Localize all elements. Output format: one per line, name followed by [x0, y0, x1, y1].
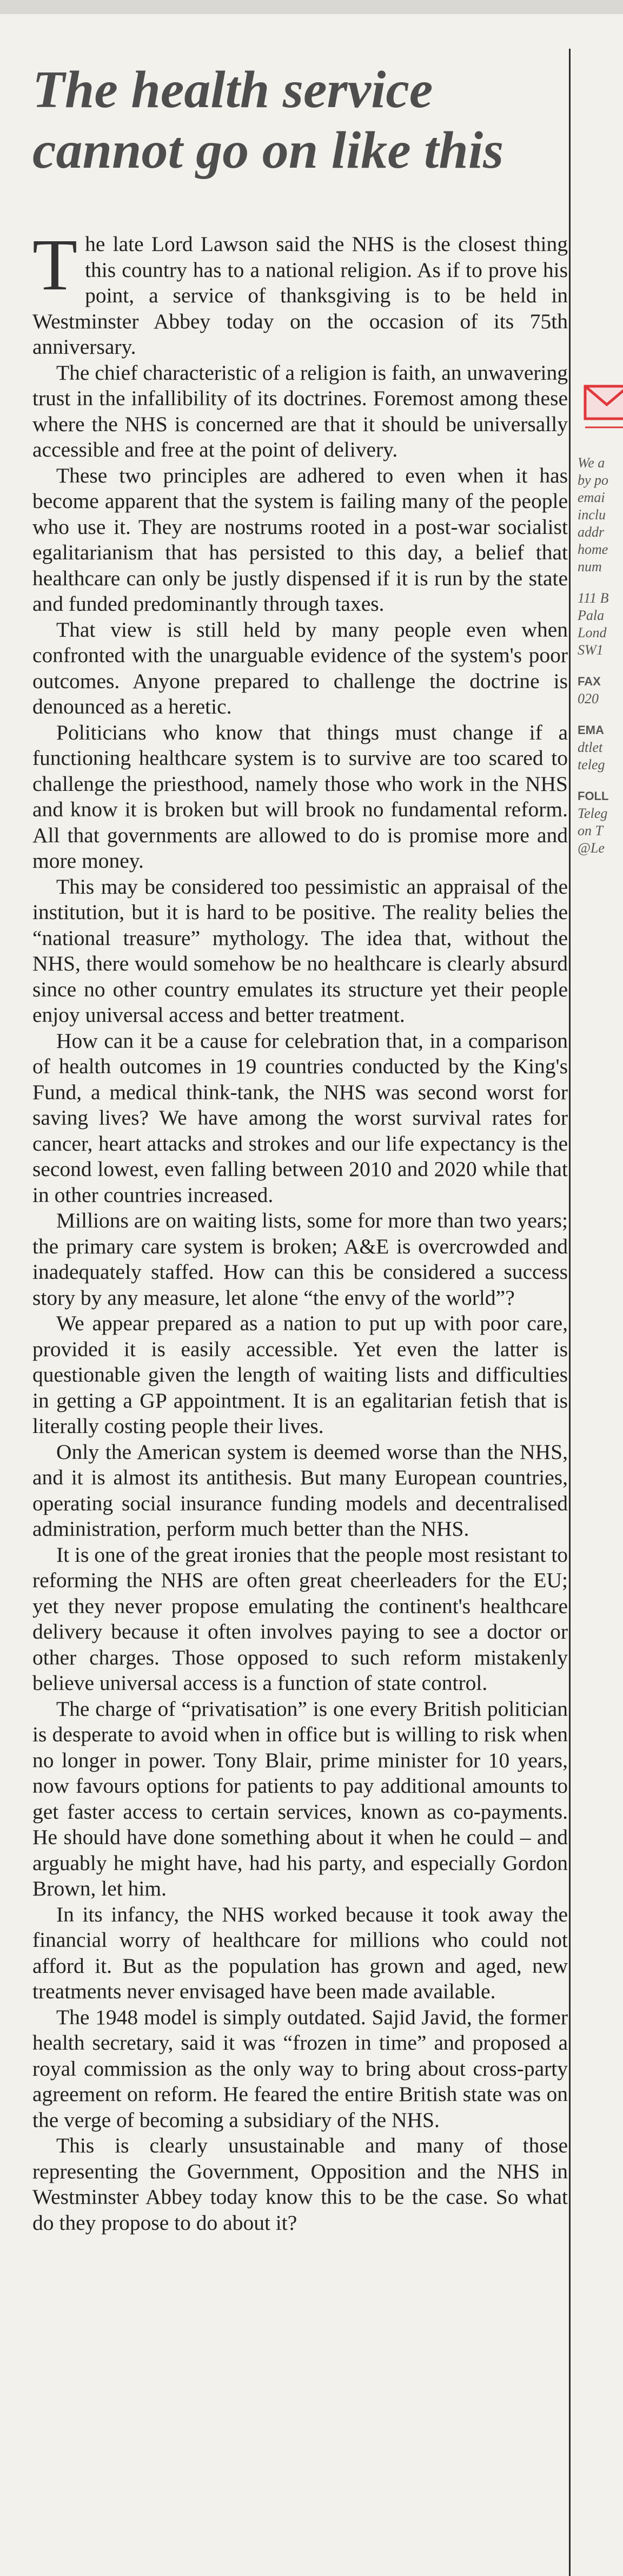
- headline-line-1: The health service: [32, 61, 433, 119]
- article-paragraph: How can it be a cause for celebration that, in a comparison of health outcomes in 19 countries conducted by the King's Fund, a medical think-tank, the NHS was second worst for saving lives? We have among the worst survival rates for cancer, heart attacks and strokes and our life expectancy is the second lowest, even falling between 2010 and 2020 while that in other countries increased.: [32, 1028, 568, 1207]
- article-paragraph: Millions are on waiting lists, some for more than two years; the primary care system is broken; A&E is overcrowded and inadequately staffed. How can this be considered a success story by any measure, let alone “the envy of the world”?: [32, 1208, 568, 1310]
- letters-intro-line: num: [578, 559, 602, 574]
- lead-paragraph: [32, 224, 568, 360]
- headline-line-2: cannot go on like this: [32, 121, 504, 180]
- drop-cap: T: [32, 224, 78, 306]
- headline: [32, 60, 568, 181]
- article-paragraph: Only the American system is deemed worse than the NHS, and it is almost its antithesis. But many European countries, operating social insurance funding models and decentralised administration, perform much better than the NHS.: [32, 1439, 568, 1541]
- article-body: [32, 224, 568, 2236]
- follow-line: on T: [578, 823, 603, 838]
- article-paragraph: The chief characteristic of a religion is faith, an unwavering trust in the infallibility of its doctrines. Foremost among these where the NHS is concerned are that it should be universally accessible and free at the point of delivery.: [32, 360, 568, 461]
- article-paragraph: These two principles are adhered to even when it has become apparent that the system is failing many of the people who use it. They are nostrums rooted in a post-war socialist egalitarianism that has persisted to this day, a belief that healthcare can only be justly dispensed if it is run by the state and funded predominantly through taxes.: [32, 463, 568, 616]
- letters-intro-line: home: [578, 541, 608, 557]
- letters-follow: [578, 788, 623, 857]
- article-paragraph: This is clearly unsustainable and many of those representing the Government, Opposition and the NHS in Westminster Abbey today know this to be the case. So what do they propose to do about it?: [32, 2134, 568, 2235]
- letters-email: [578, 722, 623, 774]
- article-paragraph: In its infancy, the NHS worked because it took away the financial worry of healthcare for millions who could not afford it. But as the population has grown and aged, new treatments never envisaged have been made available.: [32, 1902, 568, 2003]
- address-line: Lond: [578, 625, 607, 640]
- letters-intro: [578, 454, 623, 576]
- page-top-shadow: [0, 0, 623, 14]
- fax-label: FAX: [578, 675, 601, 688]
- article-paragraph: This may be considered too pessimistic an appraisal of the institution, but it is hard to be positive. The reality belies the “national treasure” mythology. The idea that, without the NHS, there would somehow be no healthcare is clearly absurd since no other country emulates its structure yet their people enjoy universal access and better treatment.: [32, 874, 568, 1027]
- letters-intro-line: inclu: [578, 507, 606, 523]
- address-line: SW1: [578, 642, 604, 658]
- article-paragraph: The charge of “privatisation” is one every British politician is desperate to avoid when in office but is willing to risk when no longer in power. Tony Blair, prime minister for 10 years, now favours options for patients to pay additional amounts to get faster access to certain services, known as co-payments. He should have done something about it when he could – and arguably he might have, had his party, and especially Gordon Brown, let him.: [32, 1696, 568, 1900]
- envelope-icon: [578, 379, 623, 444]
- letters-intro-line: addr: [578, 524, 605, 540]
- email-label: EMA: [578, 723, 604, 737]
- lead-paragraph-text: he late Lord Lawson said the NHS is the closest thing this country has to a national religion. As if to prove his point, a service of thanksgiving is to be held in Westminster Abbey today on the occasion of its 75th anniversary.: [32, 232, 568, 359]
- article-paragraph: The 1948 model is simply outdated. Sajid Javid, the former health secretary, said it was “frozen in time” and proposed a royal commission as the only way to bring about cross-party agreement on reform. He feared the entire British state was on the verge of becoming a subsidiary of the NHS.: [32, 2005, 568, 2132]
- letters-intro-line: emai: [578, 490, 605, 505]
- address-line: 111 B: [578, 590, 609, 606]
- follow-line: @Le: [578, 840, 605, 856]
- fax-number: 020: [578, 691, 599, 706]
- email-line: teleg: [578, 757, 605, 772]
- letters-intro-line: by po: [578, 472, 609, 488]
- address-line: Pala: [578, 607, 605, 623]
- letters-intro-line: We a: [578, 455, 605, 471]
- column-divider: [569, 49, 571, 2576]
- letters-sidebar: [578, 379, 623, 871]
- email-line: dtlet: [578, 739, 603, 755]
- follow-line: Teleg: [578, 805, 608, 821]
- letters-address: [578, 590, 623, 659]
- follow-label: FOLL: [578, 789, 609, 803]
- letters-fax: [578, 673, 623, 708]
- article-paragraph: Politicians who know that things must change if a functioning healthcare system is to survive are too scared to challenge the priesthood, namely those who work in the NHS and know it is broken but will brook no fundamental reform. All that governments are allowed to do is promise more and more money.: [32, 720, 568, 873]
- article-paragraph: It is one of the great ironies that the people most resistant to reforming the NHS are often great cheerleaders for the EU; yet they never propose emulating the continent's healthcare delivery because it often involves paying to see a doctor or other charges. Those opposed to such reform mistakenly believe universal access is a function of state control.: [32, 1542, 568, 1695]
- article-paragraph: That view is still held by many people even when confronted with the unarguable evidence of the system's poor outcomes. Anyone prepared to challenge the doctrine is denounced as a heretic.: [32, 617, 568, 718]
- article-paragraph: We appear prepared as a nation to put up with poor care, provided it is easily accessible. Yet even the latter is questionable given the length of waiting lists and difficulties in getting a GP appointment. It is an egalitarian fetish that is literally costing people their lives.: [32, 1311, 568, 1438]
